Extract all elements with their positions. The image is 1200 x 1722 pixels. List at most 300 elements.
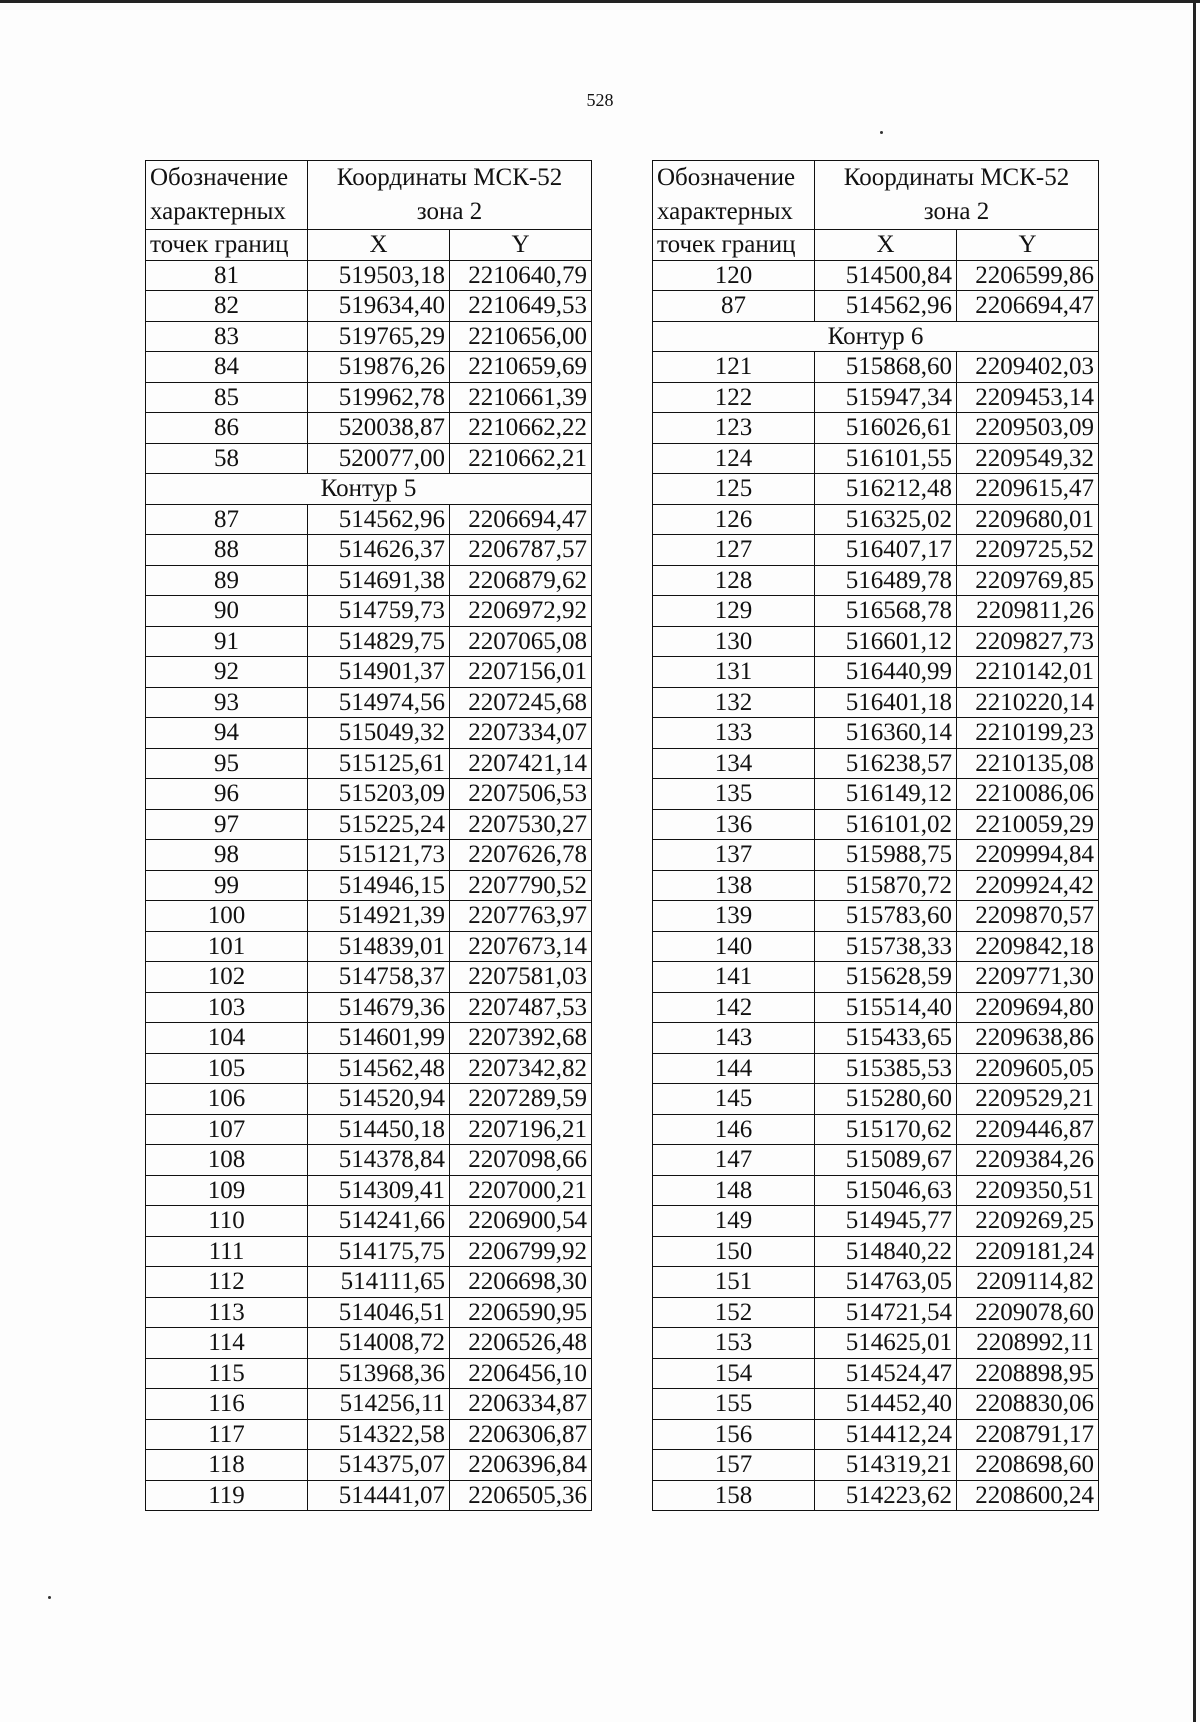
coord-y: 2210659,69 (450, 352, 592, 383)
coord-y: 2206396,84 (450, 1450, 592, 1481)
coord-y: 2209694,80 (957, 992, 1099, 1023)
coord-x: 515870,72 (815, 870, 957, 901)
coord-x: 515738,33 (815, 931, 957, 962)
header-designation-line: Обозначение (657, 164, 796, 191)
scan-speck (48, 1596, 51, 1599)
table-row (653, 1450, 1099, 1481)
table-row (653, 1328, 1099, 1359)
table-row (146, 809, 592, 840)
point-number: 94 (146, 718, 308, 749)
coord-y: 2207763,97 (450, 901, 592, 932)
coord-x: 514945,77 (815, 1206, 957, 1237)
coord-y: 2206799,92 (450, 1236, 592, 1267)
coord-x: 516149,12 (815, 779, 957, 810)
coord-x: 513968,36 (308, 1358, 450, 1389)
point-number: 115 (146, 1358, 308, 1389)
table-row (653, 596, 1099, 627)
coord-y: 2206306,87 (450, 1419, 592, 1450)
header-coordinates-line: зона 2 (416, 198, 483, 225)
point-number: 86 (146, 413, 308, 444)
coord-y: 2207673,14 (450, 931, 592, 962)
coord-y: 2207530,27 (450, 809, 592, 840)
coord-x: 514223,62 (815, 1480, 957, 1511)
coord-y: 2206694,47 (957, 291, 1099, 322)
header-y: Y (957, 230, 1099, 261)
coord-y: 2208898,95 (957, 1358, 1099, 1389)
point-number: 148 (653, 1175, 815, 1206)
coord-y: 2209842,18 (957, 931, 1099, 962)
point-number: 144 (653, 1053, 815, 1084)
coord-y: 2210662,22 (450, 413, 592, 444)
coord-y: 2208830,06 (957, 1389, 1099, 1420)
coord-y: 2207790,52 (450, 870, 592, 901)
point-number: 111 (146, 1236, 308, 1267)
coord-y: 2207334,07 (450, 718, 592, 749)
point-number: 119 (146, 1480, 308, 1511)
coord-y: 2206334,87 (450, 1389, 592, 1420)
coord-x: 515203,09 (308, 779, 450, 810)
header-coordinates (815, 161, 1099, 230)
coord-y: 2208698,60 (957, 1450, 1099, 1481)
header-coordinates-line: зона 2 (923, 198, 990, 225)
table-row (146, 413, 592, 444)
table-row (653, 931, 1099, 962)
coord-y: 2206456,10 (450, 1358, 592, 1389)
coord-y: 2210142,01 (957, 657, 1099, 688)
table-row (653, 1053, 1099, 1084)
coord-x: 514375,07 (308, 1450, 450, 1481)
coord-y: 2207421,14 (450, 748, 592, 779)
coord-x: 514901,37 (308, 657, 450, 688)
coord-x: 514441,07 (308, 1480, 450, 1511)
coord-x: 519876,26 (308, 352, 450, 383)
coord-y: 2209181,24 (957, 1236, 1099, 1267)
point-number: 117 (146, 1419, 308, 1450)
table-row (146, 657, 592, 688)
table-row (653, 1389, 1099, 1420)
table-row (653, 352, 1099, 383)
point-number: 123 (653, 413, 815, 444)
point-number: 104 (146, 1023, 308, 1054)
coord-x: 514721,54 (815, 1297, 957, 1328)
coord-x: 514111,65 (308, 1267, 450, 1298)
point-number: 143 (653, 1023, 815, 1054)
point-number: 142 (653, 992, 815, 1023)
header-designation-line: Обозначение (150, 164, 289, 191)
coord-x: 516325,02 (815, 504, 957, 535)
coord-x: 514322,58 (308, 1419, 450, 1450)
table-row (146, 1389, 592, 1420)
header-x: X (308, 230, 450, 261)
header-coordinates (308, 161, 592, 230)
table-row (653, 626, 1099, 657)
coord-y: 2206505,36 (450, 1480, 592, 1511)
point-number: 154 (653, 1358, 815, 1389)
point-number: 82 (146, 291, 308, 322)
table-row (146, 565, 592, 596)
coord-x: 514840,22 (815, 1236, 957, 1267)
point-number: 91 (146, 626, 308, 657)
coord-y: 2209549,32 (957, 443, 1099, 474)
coord-x: 515046,63 (815, 1175, 957, 1206)
coord-x: 514562,48 (308, 1053, 450, 1084)
table-row (146, 687, 592, 718)
coord-y: 2209769,85 (957, 565, 1099, 596)
coord-y: 2206879,62 (450, 565, 592, 596)
coord-x: 515385,53 (815, 1053, 957, 1084)
table-row (653, 962, 1099, 993)
point-number: 87 (653, 291, 815, 322)
coord-x: 514758,37 (308, 962, 450, 993)
point-number: 147 (653, 1145, 815, 1176)
table-row (146, 718, 592, 749)
table-row (146, 1450, 592, 1481)
coord-y: 2209114,82 (957, 1267, 1099, 1298)
point-number: 105 (146, 1053, 308, 1084)
page-number: 528 (586, 90, 614, 110)
point-number: 116 (146, 1389, 308, 1420)
coord-y: 2207581,03 (450, 962, 592, 993)
coord-y: 2209078,60 (957, 1297, 1099, 1328)
table-row (146, 382, 592, 413)
table-row (653, 1358, 1099, 1389)
table-row (146, 870, 592, 901)
coord-x: 515225,24 (308, 809, 450, 840)
table-row (653, 779, 1099, 810)
coord-x: 519962,78 (308, 382, 450, 413)
section-label: Контур 5 (146, 474, 592, 505)
coord-y: 2210662,21 (450, 443, 592, 474)
table-row (653, 260, 1099, 291)
point-number: 114 (146, 1328, 308, 1359)
point-number: 85 (146, 382, 308, 413)
point-number: 98 (146, 840, 308, 871)
coord-y: 2210656,00 (450, 321, 592, 352)
coord-x: 516440,99 (815, 657, 957, 688)
table-row (146, 1358, 592, 1389)
coord-y: 2208791,17 (957, 1419, 1099, 1450)
coord-y: 2210199,23 (957, 718, 1099, 749)
coord-y: 2209453,14 (957, 382, 1099, 413)
coord-y: 2210220,14 (957, 687, 1099, 718)
table-row (653, 1480, 1099, 1511)
point-number: 152 (653, 1297, 815, 1328)
point-number: 139 (653, 901, 815, 932)
point-number: 99 (146, 870, 308, 901)
coord-x: 514626,37 (308, 535, 450, 566)
table-row (146, 1084, 592, 1115)
coord-y: 2206599,86 (957, 260, 1099, 291)
header-y: Y (450, 230, 592, 261)
point-number: 92 (146, 657, 308, 688)
table-row (653, 565, 1099, 596)
coord-x: 515089,67 (815, 1145, 957, 1176)
coord-x: 514625,01 (815, 1328, 957, 1359)
coord-x: 514974,56 (308, 687, 450, 718)
point-number: 103 (146, 992, 308, 1023)
table-row (146, 962, 592, 993)
coord-x: 514946,15 (308, 870, 450, 901)
table-row (653, 1023, 1099, 1054)
coord-y: 2209924,42 (957, 870, 1099, 901)
section-row (146, 474, 592, 505)
coord-x: 515125,61 (308, 748, 450, 779)
coord-x: 514562,96 (308, 504, 450, 535)
coord-y: 2209446,87 (957, 1114, 1099, 1145)
section-row (653, 321, 1099, 352)
coord-x: 514241,66 (308, 1206, 450, 1237)
point-number: 95 (146, 748, 308, 779)
coord-y: 2209771,30 (957, 962, 1099, 993)
point-number: 145 (653, 1084, 815, 1115)
coord-x: 514256,11 (308, 1389, 450, 1420)
coord-y: 2207245,68 (450, 687, 592, 718)
table-row (653, 901, 1099, 932)
coord-y: 2210086,06 (957, 779, 1099, 810)
table-row (146, 1419, 592, 1450)
table-row (653, 748, 1099, 779)
point-number: 90 (146, 596, 308, 627)
point-number: 89 (146, 565, 308, 596)
coord-y: 2207196,21 (450, 1114, 592, 1145)
point-number: 84 (146, 352, 308, 383)
table-row (653, 992, 1099, 1023)
header-coordinates-line: Координаты МСК-52 (843, 164, 1070, 191)
point-number: 150 (653, 1236, 815, 1267)
coord-x: 519503,18 (308, 260, 450, 291)
table-row (653, 504, 1099, 535)
coord-x: 514450,18 (308, 1114, 450, 1145)
coord-x: 514378,84 (308, 1145, 450, 1176)
table-row (653, 870, 1099, 901)
coord-x: 514412,24 (815, 1419, 957, 1450)
table-row (146, 779, 592, 810)
point-number: 58 (146, 443, 308, 474)
point-number: 93 (146, 687, 308, 718)
coord-y: 2209680,01 (957, 504, 1099, 535)
coord-x: 514309,41 (308, 1175, 450, 1206)
point-number: 140 (653, 931, 815, 962)
point-number: 101 (146, 931, 308, 962)
coord-y: 2209384,26 (957, 1145, 1099, 1176)
coord-y: 2210649,53 (450, 291, 592, 322)
coord-y: 2210640,79 (450, 260, 592, 291)
coord-y: 2209870,57 (957, 901, 1099, 932)
coord-x: 516026,61 (815, 413, 957, 444)
point-number: 110 (146, 1206, 308, 1237)
point-number: 96 (146, 779, 308, 810)
coord-x: 516489,78 (815, 565, 957, 596)
coord-x: 514500,84 (815, 260, 957, 291)
point-number: 157 (653, 1450, 815, 1481)
coordinates-table-body (146, 230, 592, 1511)
point-number: 136 (653, 809, 815, 840)
coord-y: 2209615,47 (957, 474, 1099, 505)
coord-x: 514679,36 (308, 992, 450, 1023)
coord-y: 2207065,08 (450, 626, 592, 657)
table-row (653, 840, 1099, 871)
table-row (146, 626, 592, 657)
point-number: 135 (653, 779, 815, 810)
table-row (146, 992, 592, 1023)
coord-y: 2209605,05 (957, 1053, 1099, 1084)
point-number: 153 (653, 1328, 815, 1359)
point-number: 126 (653, 504, 815, 535)
coord-y: 2209503,09 (957, 413, 1099, 444)
header-coordinates-line: Координаты МСК-52 (336, 164, 563, 191)
table-row (146, 1206, 592, 1237)
scan-edge-right (1193, 0, 1196, 1722)
coord-y: 2209269,25 (957, 1206, 1099, 1237)
table-row (146, 1267, 592, 1298)
table-row (146, 1114, 592, 1145)
table-row (653, 1084, 1099, 1115)
table-row (146, 748, 592, 779)
coord-y: 2206590,95 (450, 1297, 592, 1328)
coord-y: 2207156,01 (450, 657, 592, 688)
point-number: 149 (653, 1206, 815, 1237)
coord-y: 2206972,92 (450, 596, 592, 627)
table-row (653, 535, 1099, 566)
coordinates-table-right (652, 160, 1099, 1511)
table-row (146, 1236, 592, 1267)
coord-x: 514319,21 (815, 1450, 957, 1481)
point-number: 134 (653, 748, 815, 779)
coord-y: 2206698,30 (450, 1267, 592, 1298)
coord-y: 2209350,51 (957, 1175, 1099, 1206)
table-row (146, 352, 592, 383)
coord-x: 515170,62 (815, 1114, 957, 1145)
coord-x: 514691,38 (308, 565, 450, 596)
coord-x: 515280,60 (815, 1084, 957, 1115)
table-row (653, 718, 1099, 749)
table-row (653, 1297, 1099, 1328)
coord-x: 514921,39 (308, 901, 450, 932)
coord-x: 515049,32 (308, 718, 450, 749)
point-number: 155 (653, 1389, 815, 1420)
coord-y: 2207098,66 (450, 1145, 592, 1176)
table-row (146, 1053, 592, 1084)
coord-y: 2207392,68 (450, 1023, 592, 1054)
table-row (653, 1236, 1099, 1267)
coord-x: 515783,60 (815, 901, 957, 932)
header-designation (146, 161, 308, 230)
coord-x: 519765,29 (308, 321, 450, 352)
point-number: 108 (146, 1145, 308, 1176)
table-row (146, 1328, 592, 1359)
table-row (653, 1206, 1099, 1237)
point-number: 121 (653, 352, 815, 383)
table-row (653, 1419, 1099, 1450)
table-row (146, 840, 592, 871)
point-number: 81 (146, 260, 308, 291)
coord-x: 515433,65 (815, 1023, 957, 1054)
coord-x: 514839,01 (308, 931, 450, 962)
table-row (146, 931, 592, 962)
point-number: 112 (146, 1267, 308, 1298)
point-number: 129 (653, 596, 815, 627)
coord-y: 2209638,86 (957, 1023, 1099, 1054)
header-designation-line: характерных (150, 198, 286, 225)
point-number: 102 (146, 962, 308, 993)
coord-x: 515121,73 (308, 840, 450, 871)
point-number: 141 (653, 962, 815, 993)
coord-x: 514175,75 (308, 1236, 450, 1267)
table-row (653, 687, 1099, 718)
coord-x: 514046,51 (308, 1297, 450, 1328)
table-row (653, 474, 1099, 505)
point-number: 97 (146, 809, 308, 840)
table-row (653, 1114, 1099, 1145)
point-number: 124 (653, 443, 815, 474)
coord-x: 516407,17 (815, 535, 957, 566)
coord-y: 2209725,52 (957, 535, 1099, 566)
header-designation (653, 161, 815, 230)
coord-y: 2207342,82 (450, 1053, 592, 1084)
table-row (146, 1175, 592, 1206)
coord-x: 515988,75 (815, 840, 957, 871)
coord-x: 514759,73 (308, 596, 450, 627)
table-row (146, 1297, 592, 1328)
coord-x: 520038,87 (308, 413, 450, 444)
table-row (653, 1175, 1099, 1206)
coord-x: 515514,40 (815, 992, 957, 1023)
table-row (146, 1480, 592, 1511)
point-number: 146 (653, 1114, 815, 1145)
coord-x: 516101,55 (815, 443, 957, 474)
scan-speck (880, 131, 883, 134)
coord-y: 2207289,59 (450, 1084, 592, 1115)
header-designation-line: характерных (657, 198, 793, 225)
coord-y: 2210135,08 (957, 748, 1099, 779)
table-row (653, 291, 1099, 322)
point-number: 107 (146, 1114, 308, 1145)
coord-y: 2207000,21 (450, 1175, 592, 1206)
point-number: 138 (653, 870, 815, 901)
coord-y: 2209529,21 (957, 1084, 1099, 1115)
table-row (653, 1267, 1099, 1298)
coord-x: 516360,14 (815, 718, 957, 749)
coord-x: 515628,59 (815, 962, 957, 993)
coord-x: 514452,40 (815, 1389, 957, 1420)
point-number: 87 (146, 504, 308, 535)
coord-x: 514524,47 (815, 1358, 957, 1389)
coord-x: 520077,00 (308, 443, 450, 474)
coord-x: 516601,12 (815, 626, 957, 657)
coord-x: 516401,18 (815, 687, 957, 718)
coord-y: 2206694,47 (450, 504, 592, 535)
table-row (146, 596, 592, 627)
table-row (653, 657, 1099, 688)
table-row (146, 1145, 592, 1176)
coord-x: 516568,78 (815, 596, 957, 627)
point-number: 128 (653, 565, 815, 596)
coord-x: 514829,75 (308, 626, 450, 657)
coord-y: 2209811,26 (957, 596, 1099, 627)
table-row (146, 321, 592, 352)
coord-y: 2207506,53 (450, 779, 592, 810)
table-row (146, 1023, 592, 1054)
point-number: 113 (146, 1297, 308, 1328)
coordinates-table-left (145, 160, 592, 1511)
point-number: 127 (653, 535, 815, 566)
table-row (653, 809, 1099, 840)
coord-x: 515868,60 (815, 352, 957, 383)
coord-y: 2207626,78 (450, 840, 592, 871)
coord-y: 2209994,84 (957, 840, 1099, 871)
point-number: 106 (146, 1084, 308, 1115)
coord-y: 2209827,73 (957, 626, 1099, 657)
